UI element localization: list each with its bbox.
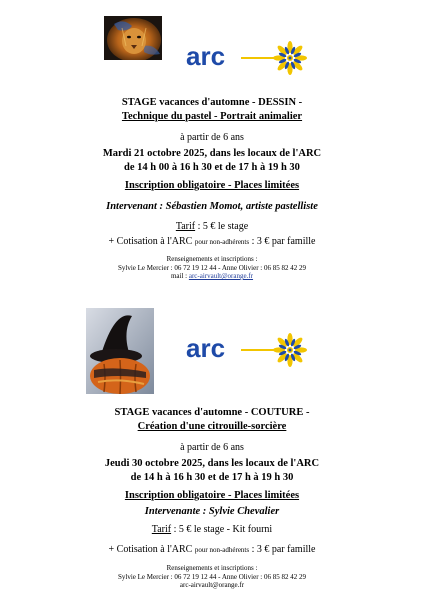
stage2-inscription: Inscription obligatoire - Places limitées	[124, 490, 300, 501]
stage2-hours: de 14 h à 16 h 30 et de 17 h à 19 h 30	[130, 472, 294, 483]
lion-pastel-photo	[104, 16, 162, 60]
mail-link[interactable]: arc-airvault@orange.fr	[188, 272, 254, 280]
cotisation-suffix: : 3 € par famille	[249, 236, 316, 247]
stage1-contact-line: Sylvie Le Mercier : 06 72 19 12 44 - Anne Olivier : 06 85 82 42 29	[118, 264, 306, 272]
arc-logo	[186, 330, 310, 370]
sun-flower-icon	[273, 333, 307, 367]
tarif-label: Tarif	[175, 221, 196, 232]
cotisation-suffix: : 3 € par famille	[249, 544, 316, 555]
stage2-intervenant: Intervenante : Sylvie Chevalier	[144, 506, 280, 517]
mail-label: mail :	[170, 272, 189, 280]
stage1-hours: de 14 h 00 à 16 h 30 et de 17 h à 19 h 30	[124, 162, 300, 173]
stage1-inscription: Inscription obligatoire - Places limitées	[124, 180, 300, 191]
tarif-label: Tarif	[151, 524, 172, 535]
stage2-cotisation	[0, 544, 424, 555]
witch-pumpkin-photo	[86, 308, 154, 394]
arc-logo-text: arc	[186, 41, 226, 71]
stage1-mail	[0, 272, 424, 280]
stage2-contact-line: Sylvie Le Mercier : 06 72 19 12 44 - Anne Olivier : 06 85 82 42 29	[118, 573, 306, 581]
stage1-tarif	[0, 221, 424, 232]
stage1-intervenant: Intervenant : Sébastien Momot, artiste pastelliste	[106, 201, 318, 212]
cotisation-small: pour non-adhérents	[194, 238, 250, 246]
tarif-value: : 5 € le stage - Kit fourni	[171, 524, 273, 535]
tarif-value: : 5 € le stage	[195, 221, 249, 232]
stage2-date: Jeudi 30 octobre 2025, dans les locaux de l'ARC	[104, 458, 320, 469]
stage2-subtitle: Création d'une citrouille-sorcière	[137, 421, 287, 432]
cotisation-small: pour non-adhérents	[194, 546, 250, 554]
sun-flower-icon	[273, 41, 307, 75]
stage2-contact-title: Renseignements et inscriptions :	[166, 564, 258, 572]
stage1-date: Mardi 21 octobre 2025, dans les locaux de l'ARC	[102, 148, 322, 159]
arc-logo	[186, 38, 310, 78]
stage2-title: STAGE vacances d'automne - COUTURE -	[114, 407, 310, 418]
stage2-tarif	[0, 524, 424, 535]
stage1-contact-title: Renseignements et inscriptions :	[166, 255, 258, 263]
stage2-age: à partir de 6 ans	[180, 442, 244, 453]
stage1-subtitle: Technique du pastel - Portrait animalier	[121, 111, 303, 122]
stage1-cotisation	[0, 236, 424, 247]
stage1-age: à partir de 6 ans	[180, 132, 244, 143]
stage2-mail[interactable]: arc-airvault@orange.fr	[179, 581, 245, 589]
stage1-title: STAGE vacances d'automne - DESSIN -	[121, 97, 303, 108]
arc-logo-text: arc	[186, 333, 226, 363]
cotisation-prefix: + Cotisation à l'ARC	[108, 544, 195, 555]
cotisation-prefix: + Cotisation à l'ARC	[108, 236, 195, 247]
